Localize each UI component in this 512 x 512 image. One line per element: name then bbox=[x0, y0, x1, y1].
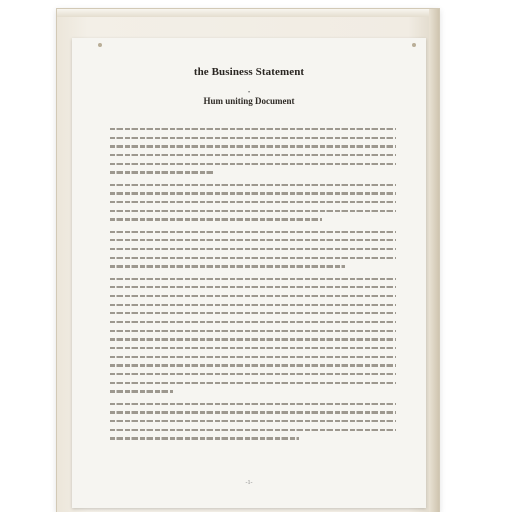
paragraph bbox=[110, 403, 396, 440]
document-page bbox=[72, 38, 426, 508]
paragraph bbox=[110, 184, 396, 221]
document-body bbox=[110, 128, 396, 446]
document-subtitle: Hum uniting Document bbox=[203, 96, 295, 106]
paragraph bbox=[110, 231, 396, 268]
paragraph bbox=[110, 128, 396, 174]
paragraph bbox=[110, 278, 396, 393]
frame-right-edge bbox=[429, 9, 439, 512]
frame-top-edge bbox=[57, 9, 439, 17]
pin-icon bbox=[98, 43, 102, 47]
document-title: the Business Statement bbox=[193, 66, 305, 78]
page-number: -1- bbox=[245, 480, 253, 486]
title-marker: • bbox=[247, 90, 251, 96]
pin-icon bbox=[412, 43, 416, 47]
